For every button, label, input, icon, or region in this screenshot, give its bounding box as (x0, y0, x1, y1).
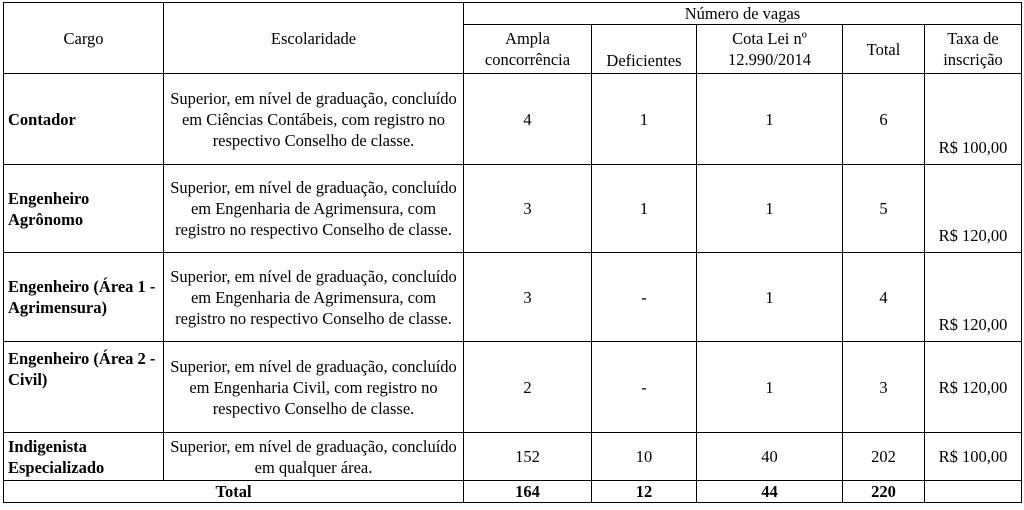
cell-escolaridade: Superior, em nível de graduação, concluído em Ciências Contábeis, com registro no respectivo Conselho de classe. (164, 74, 464, 165)
total-ampla: 164 (464, 481, 592, 503)
cell-cargo: Contador (4, 74, 164, 165)
totals-row (4, 481, 1022, 503)
total-deficientes: 12 (592, 481, 697, 503)
cell-escolaridade: Superior, em nível de graduação, concluído em Engenharia de Agrimensura, com registro no respectivo Conselho de classe. (164, 165, 464, 253)
cell-deficientes: 1 (592, 74, 697, 165)
cell-cota: 1 (697, 74, 843, 165)
total-taxa (925, 481, 1022, 503)
cell-escolaridade: Superior, em nível de graduação, concluído em Engenharia Civil, com registro no respectivo Conselho de classe. (164, 342, 464, 433)
table-row (4, 253, 1022, 342)
cell-total: 5 (843, 165, 925, 253)
cell-cargo: Engenheiro (Área 1 - Agrimensura) (4, 253, 164, 342)
header-numero-vagas: Número de vagas (464, 3, 1022, 25)
cell-cargo: Engenheiro Agrônomo (4, 165, 164, 253)
cell-total: 6 (843, 74, 925, 165)
cell-ampla: 3 (464, 253, 592, 342)
cell-ampla: 152 (464, 433, 592, 481)
total-total: 220 (843, 481, 925, 503)
cell-deficientes: - (592, 342, 697, 433)
vacancies-table (3, 2, 1022, 503)
cell-ampla: 4 (464, 74, 592, 165)
cell-taxa: R$ 120,00 (925, 165, 1022, 253)
header-total: Total (843, 25, 925, 74)
cell-total: 4 (843, 253, 925, 342)
cell-cargo: Engenheiro (Área 2 - Civil) (4, 342, 164, 433)
header-row-top (4, 3, 1022, 25)
total-label: Total (4, 481, 464, 503)
table-row (4, 165, 1022, 253)
table-row (4, 74, 1022, 165)
cell-total: 202 (843, 433, 925, 481)
header-cargo: Cargo (4, 3, 164, 74)
header-deficientes: Deficientes (592, 25, 697, 74)
cell-ampla: 2 (464, 342, 592, 433)
cell-cota: 1 (697, 342, 843, 433)
cell-cota: 1 (697, 165, 843, 253)
table-row (4, 342, 1022, 433)
cell-taxa: R$ 120,00 (925, 253, 1022, 342)
cell-taxa: R$ 100,00 (925, 74, 1022, 165)
header-ampla: Ampla concorrência (464, 25, 592, 74)
cell-cargo: Indigenista Especializado (4, 433, 164, 481)
cell-taxa: R$ 120,00 (925, 342, 1022, 433)
header-cota: Cota Lei nº 12.990/2014 (697, 25, 843, 74)
cell-escolaridade: Superior, em nível de graduação, concluído em Engenharia de Agrimensura, com registro no respectivo Conselho de classe. (164, 253, 464, 342)
cell-deficientes: 1 (592, 165, 697, 253)
cell-ampla: 3 (464, 165, 592, 253)
table-row (4, 433, 1022, 481)
cell-taxa: R$ 100,00 (925, 433, 1022, 481)
cell-cota: 40 (697, 433, 843, 481)
cell-cota: 1 (697, 253, 843, 342)
cell-escolaridade: Superior, em nível de graduação, concluído em qualquer área. (164, 433, 464, 481)
cell-total: 3 (843, 342, 925, 433)
header-taxa: Taxa de inscrição (925, 25, 1022, 74)
cell-deficientes: 10 (592, 433, 697, 481)
total-cota: 44 (697, 481, 843, 503)
cell-deficientes: - (592, 253, 697, 342)
header-escolaridade: Escolaridade (164, 3, 464, 74)
